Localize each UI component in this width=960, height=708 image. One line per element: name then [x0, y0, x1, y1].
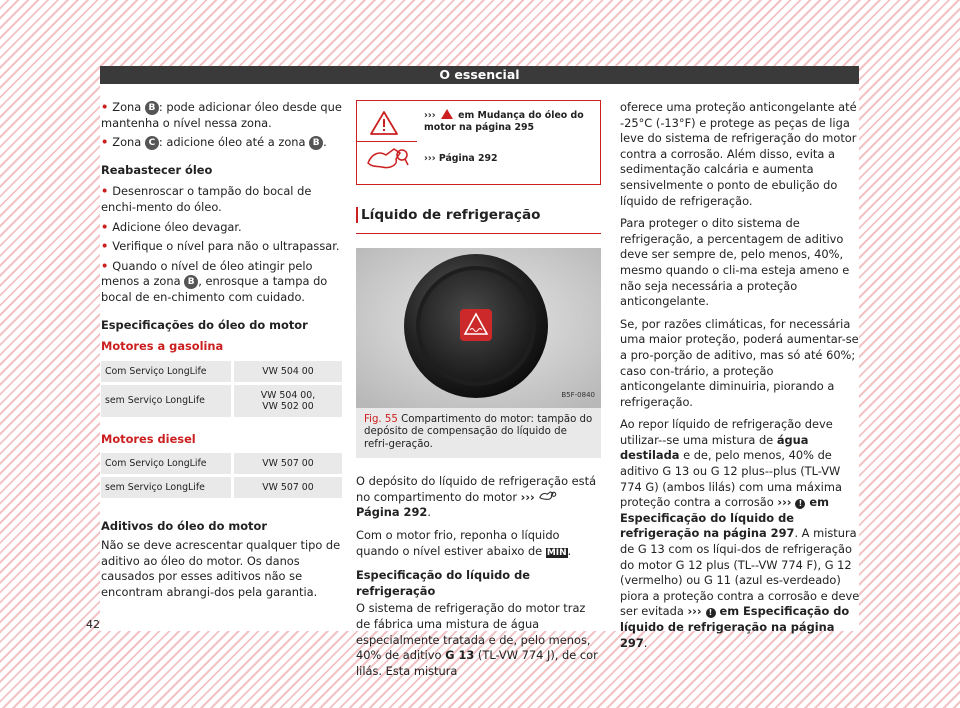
column-left — [101, 100, 344, 607]
paragraph: oferece uma proteção anticongelante até -25°C (-13°F) e protege as peças de liga leve do sistema de refrigeração do motor contra a corrosão. Além disso, evita a sedimentação calcária e aumenta sensivelmente o ponto de ebulição do líquido de refrigeração. — [620, 100, 857, 208]
zone-marker-b: B — [184, 275, 198, 289]
table-row — [101, 476, 342, 500]
coolant-cap-figure — [356, 248, 601, 408]
paragraph: O depósito do líquido de refrigeração está no compartimento do motor ››› Página 292. — [356, 474, 597, 520]
header-title: O essencial — [439, 67, 520, 82]
table-cell: VW 504 00, VW 502 00 — [233, 383, 343, 418]
list-item: • Zona C : adicione óleo até a zona B . — [101, 135, 327, 150]
warning-reference-1[interactable]: ››› em Mudança do óleo do motor na página 295 — [424, 110, 584, 133]
list-item: • Zona B : pode adicionar óleo desde que mantenha o nível nessa zona. — [101, 100, 342, 130]
list-item: • Desenroscar o tampão do bocal de enchi-mento do óleo. — [101, 184, 312, 214]
paragraph: Ao repor líquido de refrigeração deve utilizar--se uma mistura de água destilada e de, pelo menos, 40% de aditivo G 13 ou G 12 plus--plus (TL-VW 774 G) (ambos lilás) com uma máxima proteção contra a corrosão ››› ! em Especificação do líquido de refrigeração na página 297. A mistura de G 13 com os líqui-dos de refrigeração do motor G 12 plus (TL--VW 774 F), G 12 (vermelho) ou G 11 (azul es-verdeado) piora a proteção contra a corrosão e deve ser evitada ››› ! em Especificação do líquido de refrigeração na página 297. — [620, 417, 860, 650]
divider — [357, 141, 417, 142]
table-cell: Com Serviço LongLife — [101, 361, 233, 384]
column-middle — [356, 100, 601, 686]
table-row — [101, 383, 342, 418]
section-title: Líquido de refrigeração — [356, 207, 601, 223]
table-cell: VW 504 00 — [233, 361, 343, 384]
page-header — [100, 66, 859, 84]
table-cell: sem Serviço LongLife — [101, 476, 233, 500]
paragraph: Se, por razões climáticas, for necessária uma maior proteção, poderá aumentar-se a pro-porção de aditivo, mas só até 60%; caso con-trário, a proteção anticongelante diminuiria, piorando a refrigeração. — [620, 316, 859, 409]
heading-oil-spec: Especificações do óleo do motor — [101, 317, 308, 332]
heading-refill: Reabastecer óleo — [101, 162, 213, 177]
cross-reference[interactable]: ››› ! em Especificação do líquido de refrigeração na página 297 — [620, 495, 829, 541]
table-cell: sem Serviço LongLife — [101, 383, 233, 418]
warning-small-icon — [441, 109, 453, 119]
heading-coolant-spec: Especificação do líquido de refrigeração — [356, 568, 530, 598]
bullet-icon: • — [101, 135, 109, 150]
list-item: • Verifique o nível para não o ultrapassar. — [101, 239, 340, 254]
zone-marker-b: B — [145, 101, 159, 115]
environment-icon — [539, 490, 557, 501]
info-icon: ! — [706, 608, 716, 618]
bullet-icon: • — [101, 184, 109, 199]
column-right — [620, 100, 860, 658]
table-cell: VW 507 00 — [233, 453, 343, 476]
table-cell: Com Serviço LongLife — [101, 453, 233, 476]
bullet-icon: • — [101, 239, 109, 254]
table-row — [101, 453, 342, 476]
paragraph: Com o motor frio, reponha o líquido quando o nível estiver abaixo de MIN. — [356, 528, 572, 558]
min-mark: MIN — [546, 547, 567, 558]
caption-label: Fig. 55 — [364, 414, 398, 425]
page-number: 42 — [86, 618, 100, 631]
warning-box — [356, 100, 601, 185]
figure-caption: Fig. 55 Compartimento do motor: tampão do depósito de compensação do líquido de refri-geração. — [356, 408, 601, 458]
list-item: • Quando o nível de óleo atingir pelo menos a zona B , enrosque a tampa do bocal de en-chimento com cuidado. — [101, 258, 328, 304]
heading-additives: Aditivos do óleo do motor — [101, 519, 267, 534]
paragraph: Para proteger o dito sistema de refrigeração, a percentagem de aditivo deve ser sempre de, pelo menos, 40%, mesmo quando o cli-ma esteja ameno e não seja necessária a proteção anticongelante. — [620, 216, 850, 309]
zone-marker-b: B — [309, 136, 323, 150]
zone-marker-c: C — [145, 136, 159, 150]
figure-code: B5F-0840 — [561, 391, 595, 400]
warning-reference-2[interactable]: ››› Página 292 — [424, 153, 498, 164]
cross-reference[interactable]: ››› Página 292 — [356, 490, 557, 520]
bullet-icon: • — [101, 258, 109, 273]
heading-gasoline: Motores a gasolina — [101, 339, 224, 354]
cross-reference[interactable]: ››› ! em Especificação do líquido de refrigeração na página 297 — [620, 604, 850, 650]
bullet-icon: • — [101, 219, 109, 234]
list-item: • Adicione óleo devagar. — [101, 219, 242, 234]
additives-text: Não se deve acrescentar qualquer tipo de aditivo ao óleo do motor. Os danos causados por esses aditivos não se encontram abrangi-dos pela garantia. — [101, 537, 341, 599]
coolant-cap-image — [356, 248, 601, 408]
diesel-spec-table — [101, 453, 342, 501]
table-cell: VW 507 00 — [233, 476, 343, 500]
environment-icon — [366, 145, 410, 171]
info-icon: ! — [795, 499, 805, 509]
table-row — [101, 361, 342, 384]
bullet-icon: • — [101, 100, 109, 114]
gasoline-spec-table — [101, 361, 342, 420]
warning-triangle-icon — [369, 110, 399, 136]
heading-diesel: Motores diesel — [101, 431, 196, 446]
section-divider — [356, 233, 601, 234]
paragraph: O sistema de refrigeração do motor traz de fábrica uma mistura de água especialmente tratada e de, pelo menos, 40% de aditivo G 13 (TL-VW 774 J), de cor lilás. Esta mistura — [356, 601, 598, 678]
